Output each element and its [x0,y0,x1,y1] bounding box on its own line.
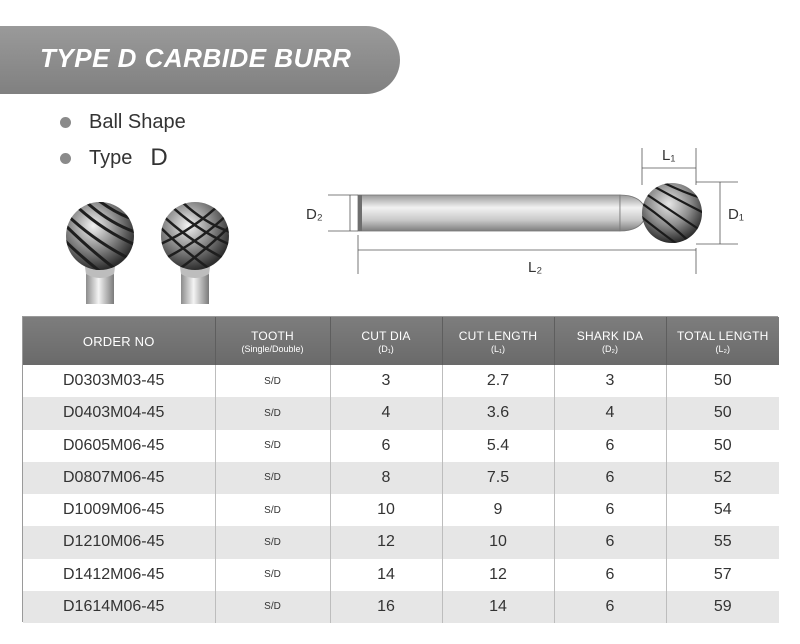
neck [620,195,644,231]
cell-shark-dia: 6 [554,494,666,526]
cell-order-no: D1210M06-45 [23,526,215,558]
cell-cut-length: 5.4 [442,430,554,462]
spec-table [22,316,778,622]
cell-order-no: D0403M04-45 [23,397,215,429]
cell-order-no: D0605M06-45 [23,430,215,462]
cell-shark-dia: 4 [554,397,666,429]
cell-tooth: S/D [215,430,330,462]
cell-shark-dia: 6 [554,526,666,558]
col-tooth: TOOTH (Single/Double) [215,317,330,365]
ball-head [642,183,702,243]
table-row [23,591,779,623]
bullet-dot-icon [60,153,71,164]
feature-list [60,108,186,180]
d1-label: D₁ [728,206,744,223]
cell-tooth: S/D [215,397,330,429]
feature-label: Type [89,146,133,169]
cell-tooth: S/D [215,526,330,558]
cell-shark-dia: 6 [554,430,666,462]
cell-total-length: 52 [666,462,779,494]
col-shark-dia: SHARK IDA (D₂) [554,317,666,365]
table-row [23,397,779,429]
burr-photos [62,200,242,304]
cell-cut-length: 3.6 [442,397,554,429]
cell-shark-dia: 6 [554,591,666,623]
type-value: D [150,144,168,171]
burr-photo-single-cut [62,200,144,304]
table-header-row [23,317,779,365]
cell-tooth: S/D [215,559,330,591]
cell-cut-length: 7.5 [442,462,554,494]
cell-cut-dia: 14 [330,559,442,591]
cell-cut-dia: 3 [330,365,442,397]
l1-label: L₁ [662,147,676,164]
table-row [23,559,779,591]
cell-cut-dia: 12 [330,526,442,558]
table-row [23,430,779,462]
cell-total-length: 50 [666,365,779,397]
cell-tooth: S/D [215,494,330,526]
cell-total-length: 59 [666,591,779,623]
col-order-no: ORDER NO [23,317,215,365]
cell-tooth: S/D [215,462,330,494]
cell-shark-dia: 6 [554,462,666,494]
feature-item-shape [60,108,186,136]
cell-order-no: D1412M06-45 [23,559,215,591]
cell-total-length: 55 [666,526,779,558]
col-cut-length: CUT LENGTH (L₁) [442,317,554,365]
table-row [23,526,779,558]
bullet-dot-icon [60,117,71,128]
feature-item-type [60,144,186,172]
cell-tooth: S/D [215,591,330,623]
cell-order-no: D1009M06-45 [23,494,215,526]
cell-cut-dia: 10 [330,494,442,526]
cell-total-length: 50 [666,430,779,462]
table-row [23,494,779,526]
cell-total-length: 54 [666,494,779,526]
cell-order-no: D1614M06-45 [23,591,215,623]
page-title: TYPE D CARBIDE BURR [40,43,352,73]
l2-label: L₂ [528,259,543,276]
cell-cut-dia: 4 [330,397,442,429]
cell-cut-dia: 6 [330,430,442,462]
cell-cut-dia: 8 [330,462,442,494]
table-row [23,365,779,397]
d2-label: D₂ [306,206,323,223]
dimension-diagram [300,140,780,290]
cell-total-length: 57 [666,559,779,591]
shank [358,195,620,231]
cell-total-length: 50 [666,397,779,429]
cell-cut-length: 9 [442,494,554,526]
cell-cut-length: 14 [442,591,554,623]
cell-cut-length: 10 [442,526,554,558]
title-banner [0,26,400,94]
cell-cut-length: 2.7 [442,365,554,397]
cell-order-no: D0807M06-45 [23,462,215,494]
burr-photo-double-cut [156,200,237,304]
col-total-length: TOTAL LENGTH (L₂) [666,317,779,365]
cell-order-no: D0303M03-45 [23,365,215,397]
feature-label: Ball Shape [89,110,186,133]
table-row [23,462,779,494]
cell-tooth: S/D [215,365,330,397]
cell-cut-length: 12 [442,559,554,591]
cell-shark-dia: 6 [554,559,666,591]
cell-cut-dia: 16 [330,591,442,623]
col-cut-dia: CUT DIA (D₁) [330,317,442,365]
cell-shark-dia: 3 [554,365,666,397]
